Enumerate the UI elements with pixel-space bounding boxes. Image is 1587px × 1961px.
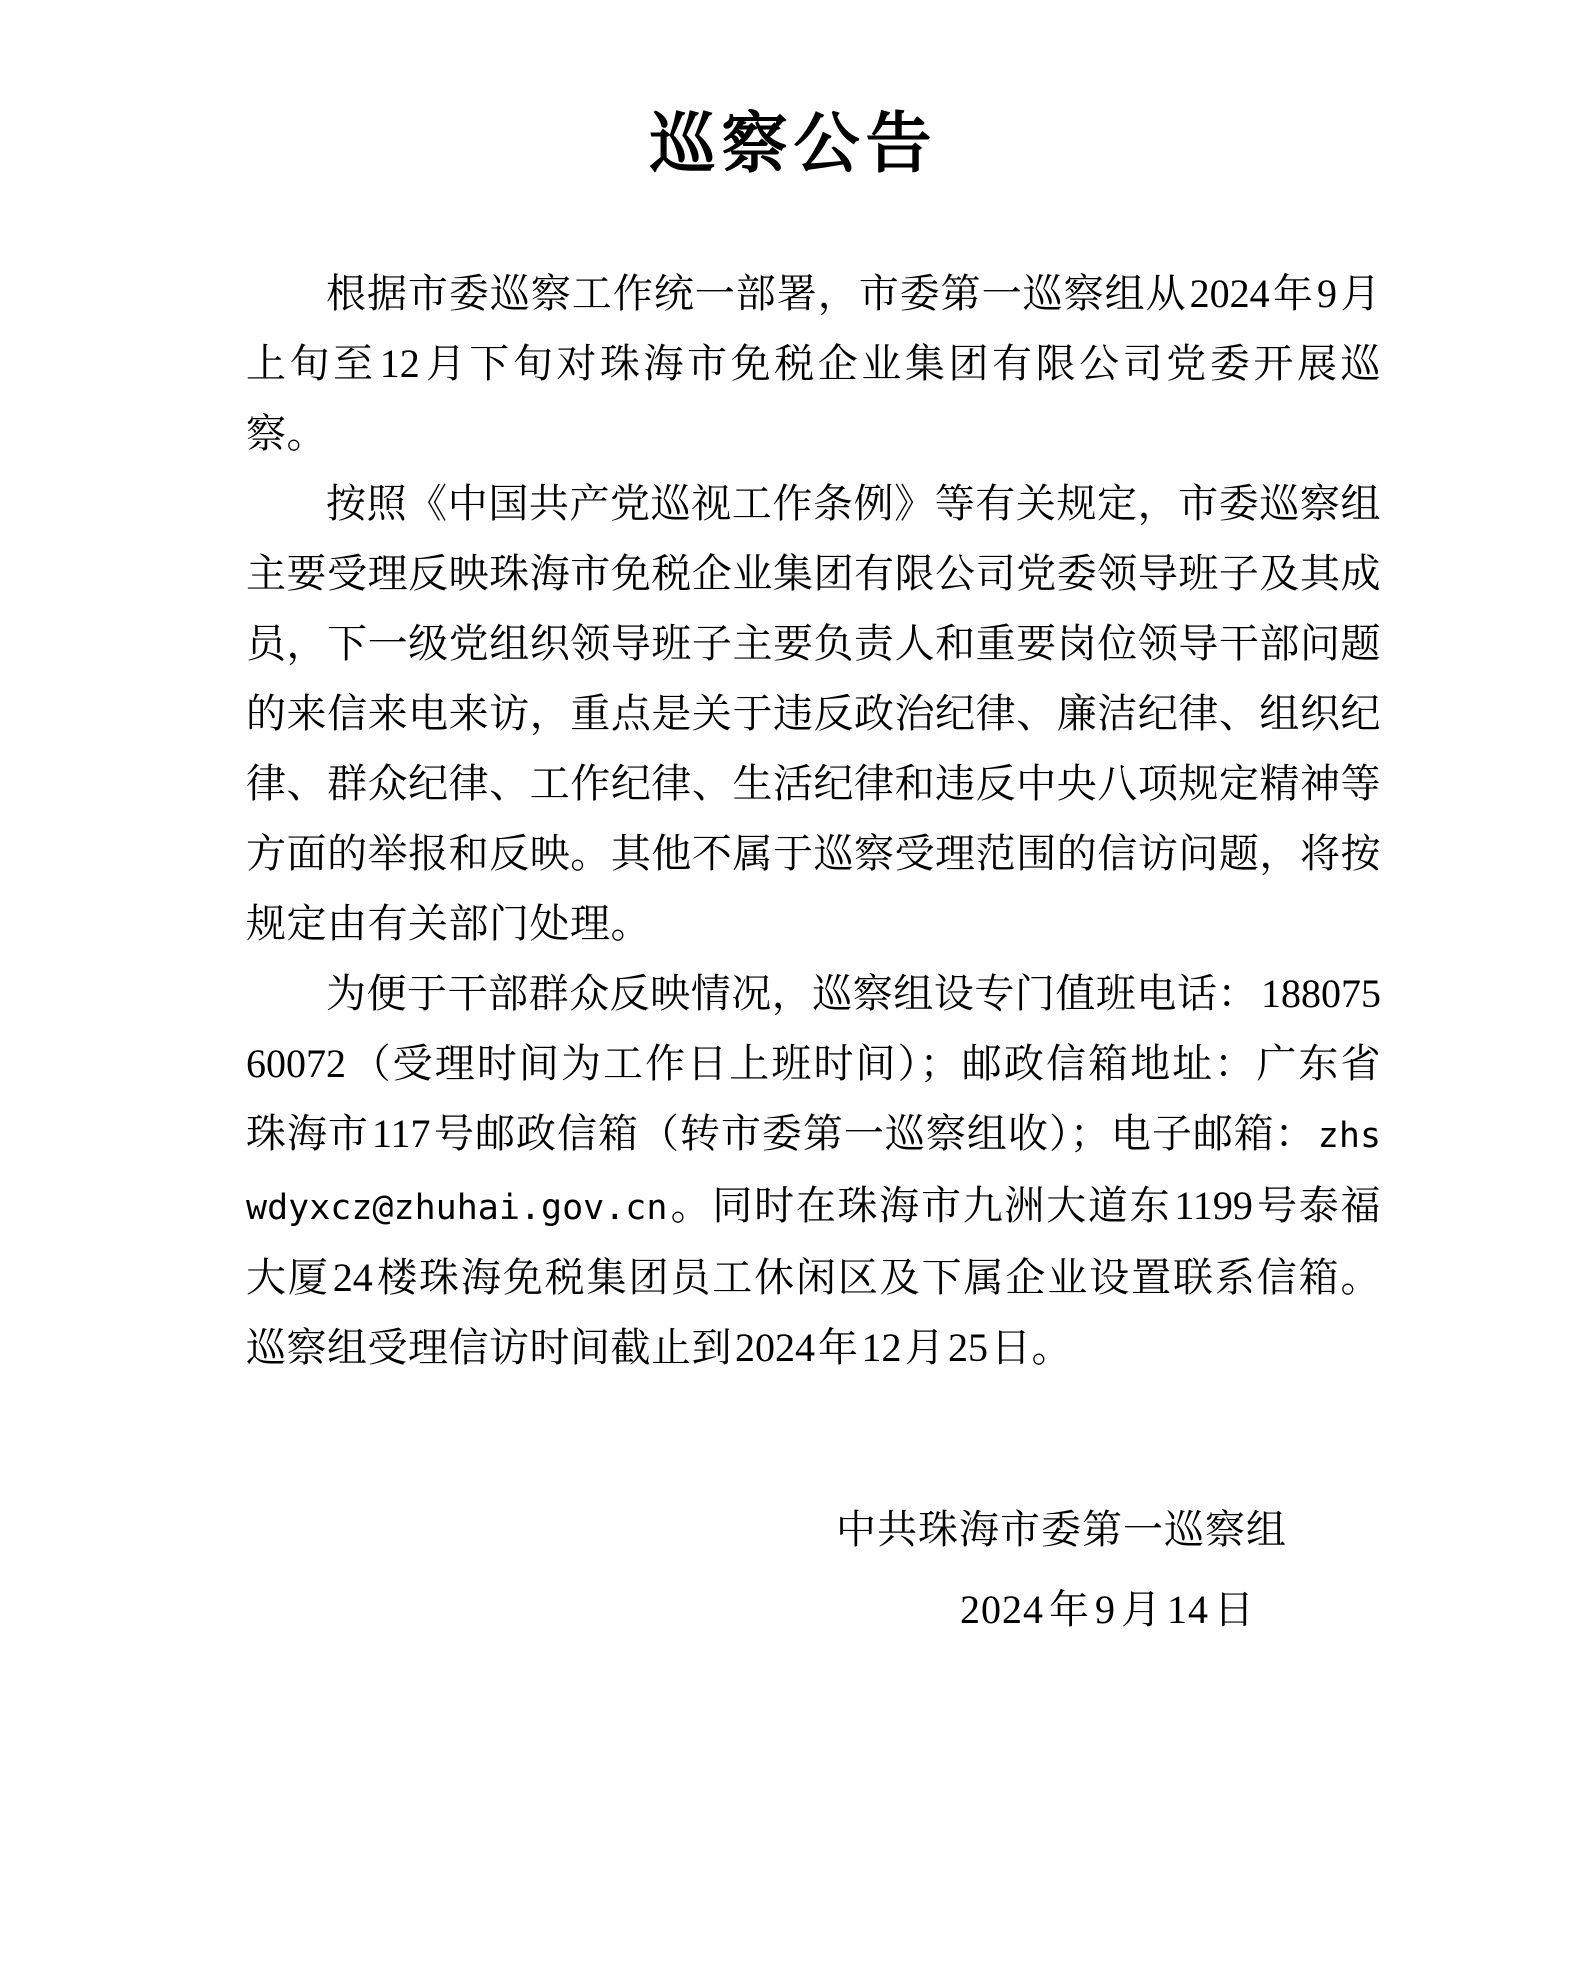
inline-number: 2024 [735,1325,815,1371]
inline-number: 9 [1317,271,1338,317]
signature-date-day-unit: 日 [1214,1587,1255,1633]
signature-date [206,1575,1321,1645]
paragraph-inspection-period: 根据市委巡察工作统一部署，市委第一巡察组从2024年9月上旬至12月下旬对珠海市免税企业集团有限公司党委开展巡察。 [246,271,1382,457]
inline-number: 2024 [1189,271,1270,317]
paragraph-scope-of-reports: 按照《中国共产党巡视工作条例》等有关规定，市委巡察组主要受理反映珠海市免税企业集团有限公司党委领导班子及其成员，下一级党组织领导班子主要负责人和重要岗位领导干部问题的来信来电来访，重点是关于违反政治纪律、廉洁纪律、组织纪律、群众纪律、工作纪律、生活纪律和违反中央八项规定精神等方面的举报和反映。其他不属于巡察受理范围的信访问题，将按规定由有关部门处理。 [246,481,1381,947]
inline-number: 25 [948,1325,988,1371]
signature-organization: 中共珠海市委第一巡察组 [836,1507,1287,1553]
signature-date-year-unit: 年 [1049,1587,1090,1633]
inline-number: 24 [332,1255,373,1301]
signature-date-month-unit: 月 [1121,1587,1162,1633]
inline-number: 12 [861,1325,902,1371]
inline-number: 1199 [1174,1183,1253,1229]
signature-date-year: 2024 [960,1587,1044,1633]
signature-date-day: 14 [1167,1587,1209,1633]
inline-number: 18807560072 [246,971,1381,1087]
signature-block [206,1495,1381,1645]
inline-email: zhswdyxcz@zhuhai.gov.cn [246,1116,1382,1229]
page-title: 巡察公告 [649,104,938,182]
paragraph-contact-information: 为便于干部群众反映情况，巡察组设专门值班电话：18807560072（受理时间为工作日上班时间）；邮政信箱地址：广东省珠海市117号邮政信箱（转市委第一巡察组收）；电子邮箱：zhswdyxcz@zhuhai.gov.cn。同时在珠海市九洲大道东1199号泰福大厦24楼珠海免税集团员工休闲区及下属企业设置联系信箱。巡察组受理信访时间截止到2024年12月25日。 [246,971,1382,1371]
signature-date-month: 9 [1095,1587,1116,1633]
inline-number: 117 [371,1111,431,1157]
document-body [206,259,1381,1383]
inline-number: 12 [379,341,420,387]
